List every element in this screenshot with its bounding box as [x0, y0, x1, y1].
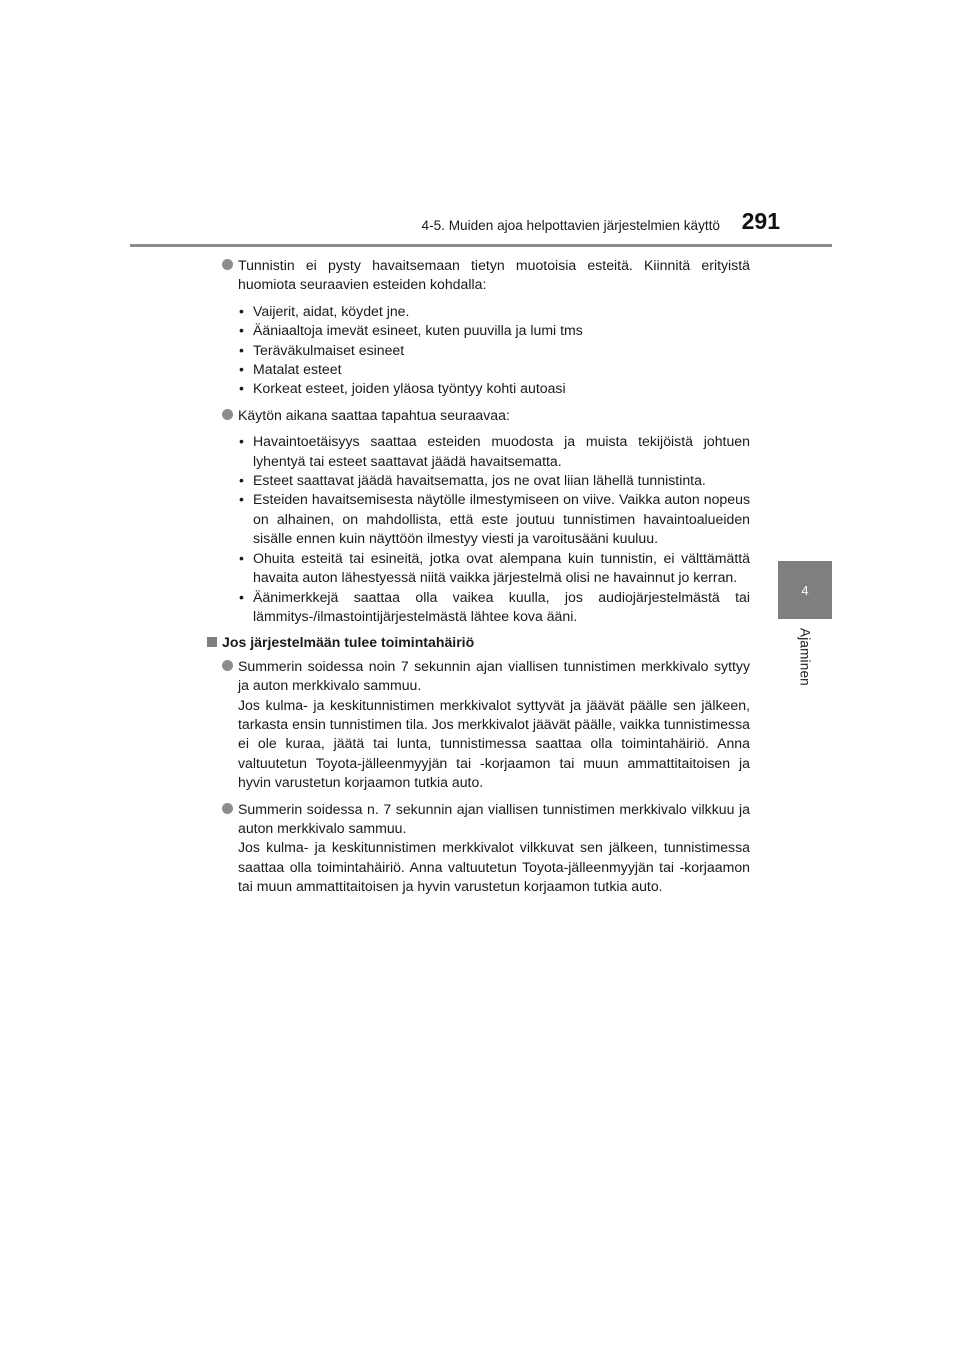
list-item: • Esteet saattavat jäädä havaitsematta, jos ne ovat liian lähellä tunnistinta. — [238, 471, 750, 490]
bullet-malfunction-flashing — [222, 800, 750, 897]
list-item: • Havaintoetäisyys saattaa esteiden muodosta ja muista tekijöistä johtuen lyhentyä tai esteet saattavat jäädä havaitsematta. — [238, 432, 750, 471]
chapter-tab — [778, 561, 832, 619]
bullet-malfunction-lit — [222, 657, 750, 793]
bullet-undetectable-obstacles — [222, 256, 750, 295]
main-content — [222, 256, 750, 904]
bullet-paragraph: Jos kulma- ja keskitunnistimen merkkivalot syttyvät ja jäävät päälle sen jälkeen, tarkasta ensin tunnistimen tila. Jos merkkivalot jäävät päälle, vaikka tunnistimessa ei ole kuraa, jäätä tai lunta, tunnistimessa saattaa olla toimintahäiriö. Anna valtuutetun Toyota-jälleenmyyjän tai -korjaamon tai muun ammattitaitoisen ja hyvin varustetun korjaamon tutkia auto. — [238, 696, 750, 791]
bullet-text: Käytön aikana saattaa tapahtua seuraavaa: — [238, 406, 510, 423]
bullet-during-use — [222, 406, 750, 425]
heading-text: Jos järjestelmään tulee toimintahäiriö — [222, 634, 475, 651]
heading-square-icon — [207, 637, 217, 647]
list-item: • Matalat esteet — [238, 360, 750, 379]
bullet-paragraph: Jos kulma- ja keskitunnistimen merkkivalot vilkkuvat sen jälkeen, tunnistimessa saattaa olla toimintahäiriö. Anna valtuutetun Toyota-jälleenmyyjän tai -korjaamon tai muun ammattitaitoisen ja hyvin varustetun korjaamon tutkia auto. — [238, 839, 750, 895]
chapter-number: 4 — [801, 582, 809, 598]
bullet-circle-icon — [222, 259, 233, 270]
list-item: • Vaijerit, aidat, köydet jne. — [238, 302, 750, 321]
section-heading — [207, 633, 750, 652]
list-item: • Ääniaaltoja imevät esineet, kuten puuvilla ja lumi tms — [238, 321, 750, 340]
list-item: • Korkeat esteet, joiden yläosa työntyy kohti autoasi — [238, 379, 750, 398]
obstacle-list — [238, 302, 750, 399]
chapter-title: Ajaminen — [797, 628, 813, 686]
bullet-circle-icon — [222, 660, 233, 671]
section-title: 4-5. Muiden ajoa helpottavien järjestelmien käyttö — [421, 218, 720, 233]
list-item: • Äänimerkkejä saattaa olla vaikea kuulla, jos audiojärjestelmästä tai lämmitys-/ilmastointijärjestelmästä lähtee kova ääni. — [238, 588, 750, 627]
bullet-paragraph: Summerin soidessa noin 7 sekunnin ajan viallisen tunnistimen merkkivalo syttyy ja auton merkkivalo sammuu. — [238, 657, 750, 694]
list-item: • Esteiden havaitsemisesta näytölle ilmestymiseen on viive. Vaikka auton nopeus on alhainen, on mahdollista, että este joutuu tunnistimen havaintoalueiden sisälle ennen kuin näyttöön ilmestyy viesti ja varoitusääni kuuluu. — [238, 490, 750, 548]
bullet-text: Tunnistin ei pysty havaitsemaan tietyn muotoisia esteitä. Kiinnitä erityistä huomiota seuraavien esteiden kohdalla: — [238, 257, 750, 293]
list-item: • Ohuita esteitä tai esineitä, jotka ovat alempana kuin tunnistin, ei välttämättä havaita auton lähestyessä niitä vaikka järjestelmä olisi ne havainnut jo kerran. — [238, 549, 750, 588]
chapter-title-box — [780, 628, 830, 698]
bullet-paragraph: Summerin soidessa n. 7 sekunnin ajan viallisen tunnistimen merkkivalo vilkkuu ja auton merkkivalo sammuu. — [238, 800, 750, 836]
list-item: • Teräväkulmaiset esineet — [238, 341, 750, 360]
page-number: 291 — [741, 208, 780, 234]
usage-notes-list — [238, 432, 750, 626]
bullet-circle-icon — [222, 409, 233, 420]
bullet-circle-icon — [222, 803, 233, 814]
header-divider — [130, 244, 832, 247]
